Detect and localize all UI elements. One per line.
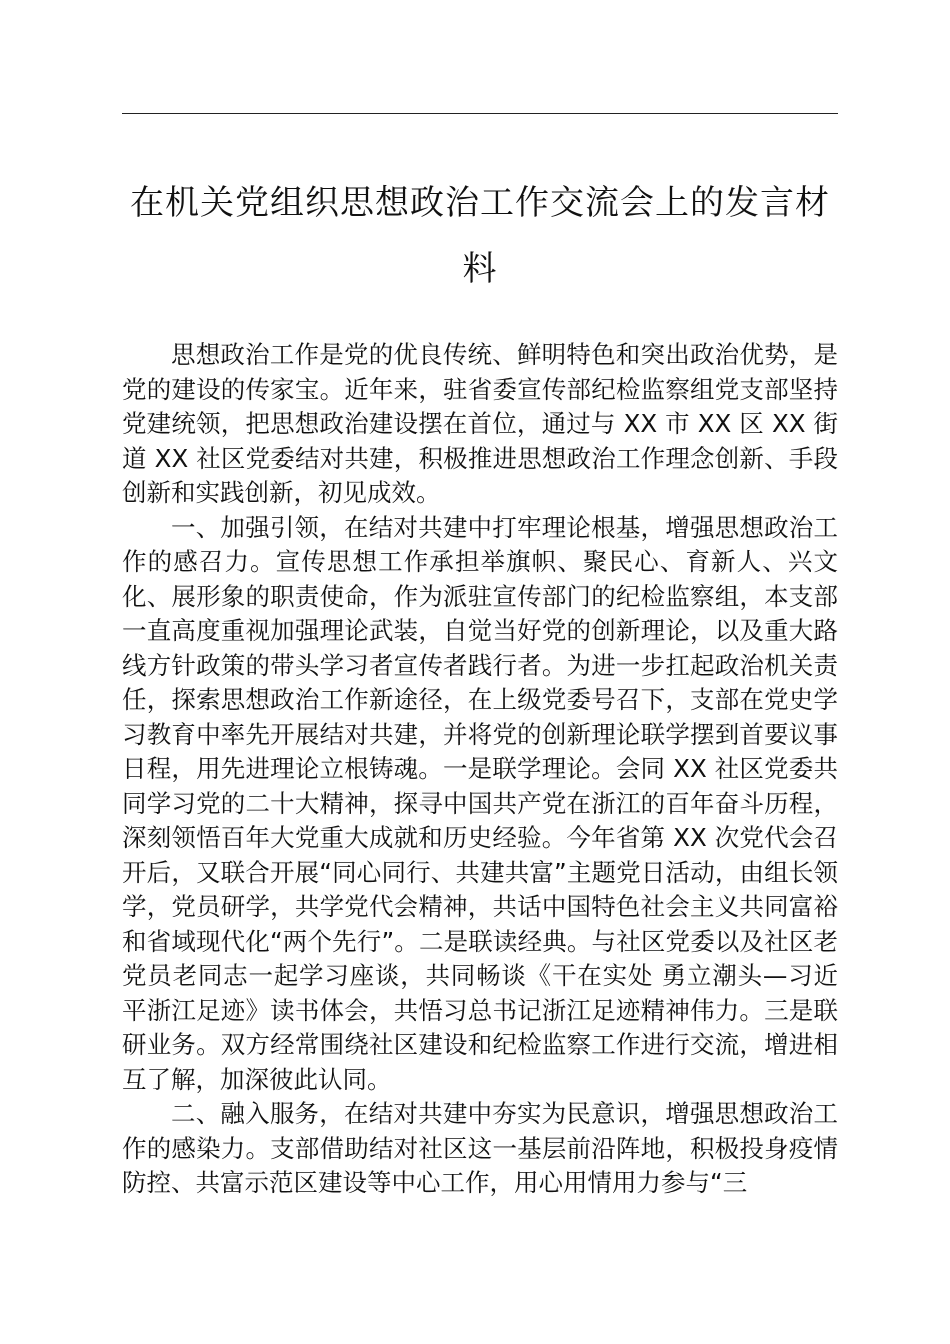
document-body [122,338,838,1201]
document-title: 在机关党组织思想政治工作交流会上的发言材料 [130,183,830,289]
body-paragraph-intro: 思想政治工作是党的优良传统、鲜明特色和突出政治优势，是党的建设的传家宝。近年来，驻省委宣传部纪检监察组党支部坚持党建统领，把思想政治建设摆在首位，通过与 XX 市 XX 区 XX 街道 XX 社区党委结对共建，积极推进思想政治工作理念创新、手段创新和实践创新，初见成效。 [122,340,838,507]
body-paragraph-section-1: 一、加强引领，在结对共建中打牢理论根基，增强思想政治工作的感召力。宣传思想工作承担举旗帜、聚民心、育新人、兴文化、展形象的职责使命，作为派驻宣传部门的纪检监察组，本支部一直高度重视加强理论武装，自觉当好党的创新理论，以及重大路线方针政策的带头学习者宣传者践行者。为进一步扛起政治机关责任，探索思想政治工作新途径，在上级党委号召下，支部在党史学习教育中率先开展结对共建，并将党的创新理论联学摆到首要议事日程，用先进理论立根铸魂。一是联学理论。会同 XX 社区党委共同学习党的二十大精神，探寻中国共产党在浙江的百年奋斗历程，深刻领悟百年大党重大成就和历史经验。今年省第 XX 次党代会召开后，又联合开展“同心同行、共建共富”主题党日活动，由组长领学，党员研学，共学党代会精神，共话中国特色社会主义共同富裕和省域现代化“两个先行”。二是联读经典。与社区党委以及社区老党员老同志一起学习座谈，共同畅谈《干在实处 勇立潮头—习近平浙江足迹》读书体会，共悟习总书记浙江足迹精神伟力。三是联研业务。双方经常围绕社区建设和纪检监察工作进行交流，增进相互了解，加深彼此认同。 [122,512,838,1094]
body-paragraph-section-2: 二、融入服务，在结对共建中夯实为民意识，增强思想政治工作的感染力。支部借助结对社区这一基层前沿阵地，积极投身疫情防控、共富示范区建设等中心工作，用心用情用力参与“三 [122,1099,838,1197]
header-rule [122,113,838,114]
